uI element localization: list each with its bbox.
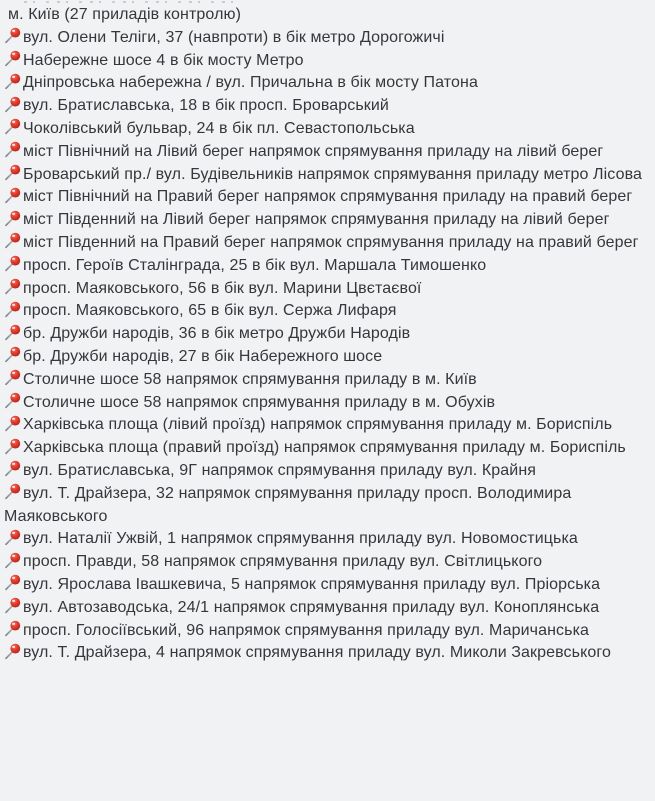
pushpin-icon xyxy=(4,346,21,363)
pushpin-icon xyxy=(4,118,21,135)
location-text: Дніпровська набережна / вул. Причальна в бік мосту Патона xyxy=(23,74,478,92)
location-text: Набережне шосе 4 в бік мосту Метро xyxy=(23,51,304,69)
cropped-text-remnant xyxy=(24,1,239,3)
location-item xyxy=(4,186,647,209)
pushpin-icon xyxy=(4,529,21,546)
location-text: просп. Маяковського, 56 в бік вул. Марини Цвєтаєвої xyxy=(23,279,422,297)
pushpin-icon xyxy=(4,392,21,409)
location-text: Чоколівський бульвар, 24 в бік пл. Севастопольська xyxy=(23,119,415,137)
location-item xyxy=(4,164,647,187)
location-item xyxy=(4,300,647,323)
location-text: просп. Маяковського, 65 в бік вул. Сержа Лифаря xyxy=(23,302,397,320)
location-text: просп. Правди, 58 напрямок спрямування приладу вул. Світлицького xyxy=(23,553,543,571)
location-item xyxy=(4,437,647,460)
pushpin-icon xyxy=(4,643,21,660)
pushpin-icon xyxy=(4,460,21,477)
location-item xyxy=(4,141,647,164)
location-text: вул. Наталії Ужвій, 1 напрямок спрямування приладу вул. Новомостицька xyxy=(23,530,578,548)
pushpin-icon xyxy=(4,552,21,569)
list-title: м. Київ (27 приладів контролю) xyxy=(8,6,242,23)
location-text: Харківська площа (лівий проїзд) напрямок спрямування приладу м. Бориспіль xyxy=(23,416,613,434)
location-item xyxy=(4,118,647,141)
location-item xyxy=(4,551,647,574)
location-text: вул. Ярослава Івашкевича, 5 напрямок спрямування приладу вул. Пріорська xyxy=(23,575,601,593)
location-item xyxy=(4,574,647,597)
pushpin-icon xyxy=(4,255,21,272)
pushpin-icon xyxy=(4,369,21,386)
location-item xyxy=(4,483,647,529)
location-item xyxy=(4,209,647,232)
pushpin-icon xyxy=(4,96,21,113)
location-text: вул. Т. Драйзера, 32 напрямок спрямування приладу просп. Володимира Маяковського xyxy=(4,484,572,525)
locations-container xyxy=(4,27,647,665)
location-text: вул. Братиславська, 18 в бік просп. Броварський xyxy=(23,97,389,115)
location-item xyxy=(4,642,647,665)
location-text: вул. Олени Теліги, 37 (навпроти) в бік метро Дорогожичі xyxy=(23,28,445,46)
pushpin-icon xyxy=(4,415,21,432)
location-text: вул. Автозаводська, 24/1 напрямок спрямування приладу вул. Коноплянська xyxy=(23,598,600,616)
pushpin-icon xyxy=(4,50,21,67)
location-item xyxy=(4,369,647,392)
location-item xyxy=(4,528,647,551)
location-item xyxy=(4,95,647,118)
location-text: міст Південний на Правий берег напрямок спрямування приладу на правий берег xyxy=(23,233,639,251)
location-item xyxy=(4,460,647,483)
location-text: бр. Дружби народів, 27 в бік Набережного шосе xyxy=(23,347,383,365)
location-item xyxy=(4,232,647,255)
location-text: бр. Дружби народів, 36 в бік метро Дружби Народів xyxy=(23,325,411,343)
location-item xyxy=(4,278,647,301)
pushpin-icon xyxy=(4,574,21,591)
pushpin-icon xyxy=(4,620,21,637)
location-text: Столичне шосе 58 напрямок спрямування приладу в м. Обухів xyxy=(23,393,496,411)
pushpin-icon xyxy=(4,597,21,614)
location-text: Харківська площа (правий проїзд) напрямок спрямування приладу м. Бориспіль xyxy=(23,439,626,457)
location-item xyxy=(4,414,647,437)
pushpin-icon xyxy=(4,141,21,158)
location-item xyxy=(4,597,647,620)
location-item xyxy=(4,323,647,346)
pushpin-icon xyxy=(4,483,21,500)
location-text: міст Південний на Лівий берег напрямок спрямування приладу на лівий берег xyxy=(23,211,610,229)
location-text: вул. Т. Драйзера, 4 напрямок спрямування приладу вул. Миколи Закревського xyxy=(23,644,611,662)
pushpin-icon xyxy=(4,27,21,44)
location-text: міст Північний на Правий берег напрямок спрямування приладу на правий берег xyxy=(23,188,633,206)
location-text: міст Північний на Лівий берег напрямок спрямування приладу на лівий берег xyxy=(23,142,604,160)
pushpin-icon xyxy=(4,278,21,295)
location-item xyxy=(4,255,647,278)
location-text: просп. Героїв Сталінграда, 25 в бік вул. Маршала Тимошенко xyxy=(23,256,487,274)
pushpin-icon xyxy=(4,324,21,341)
pushpin-icon xyxy=(4,301,21,318)
location-item xyxy=(4,72,647,95)
pushpin-icon xyxy=(4,164,21,181)
location-item xyxy=(4,620,647,643)
location-text: Столичне шосе 58 напрямок спрямування приладу в м. Київ xyxy=(23,370,477,388)
pushpin-icon xyxy=(4,73,21,90)
location-item xyxy=(4,346,647,369)
location-text: Броварський пр./ вул. Будівельників напрямок спрямування приладу метро Лісова xyxy=(23,165,642,183)
location-text: просп. Голосіївський, 96 напрямок спрямування приладу вул. Маричанська xyxy=(23,621,590,639)
pushpin-icon xyxy=(4,187,21,204)
pushpin-icon xyxy=(4,438,21,455)
location-item xyxy=(4,50,647,73)
location-item xyxy=(4,392,647,415)
pushpin-icon xyxy=(4,210,21,227)
pushpin-icon xyxy=(4,232,21,249)
location-item xyxy=(4,27,647,50)
location-text: вул. Братиславська, 9Г напрямок спрямування приладу вул. Крайня xyxy=(23,461,537,479)
